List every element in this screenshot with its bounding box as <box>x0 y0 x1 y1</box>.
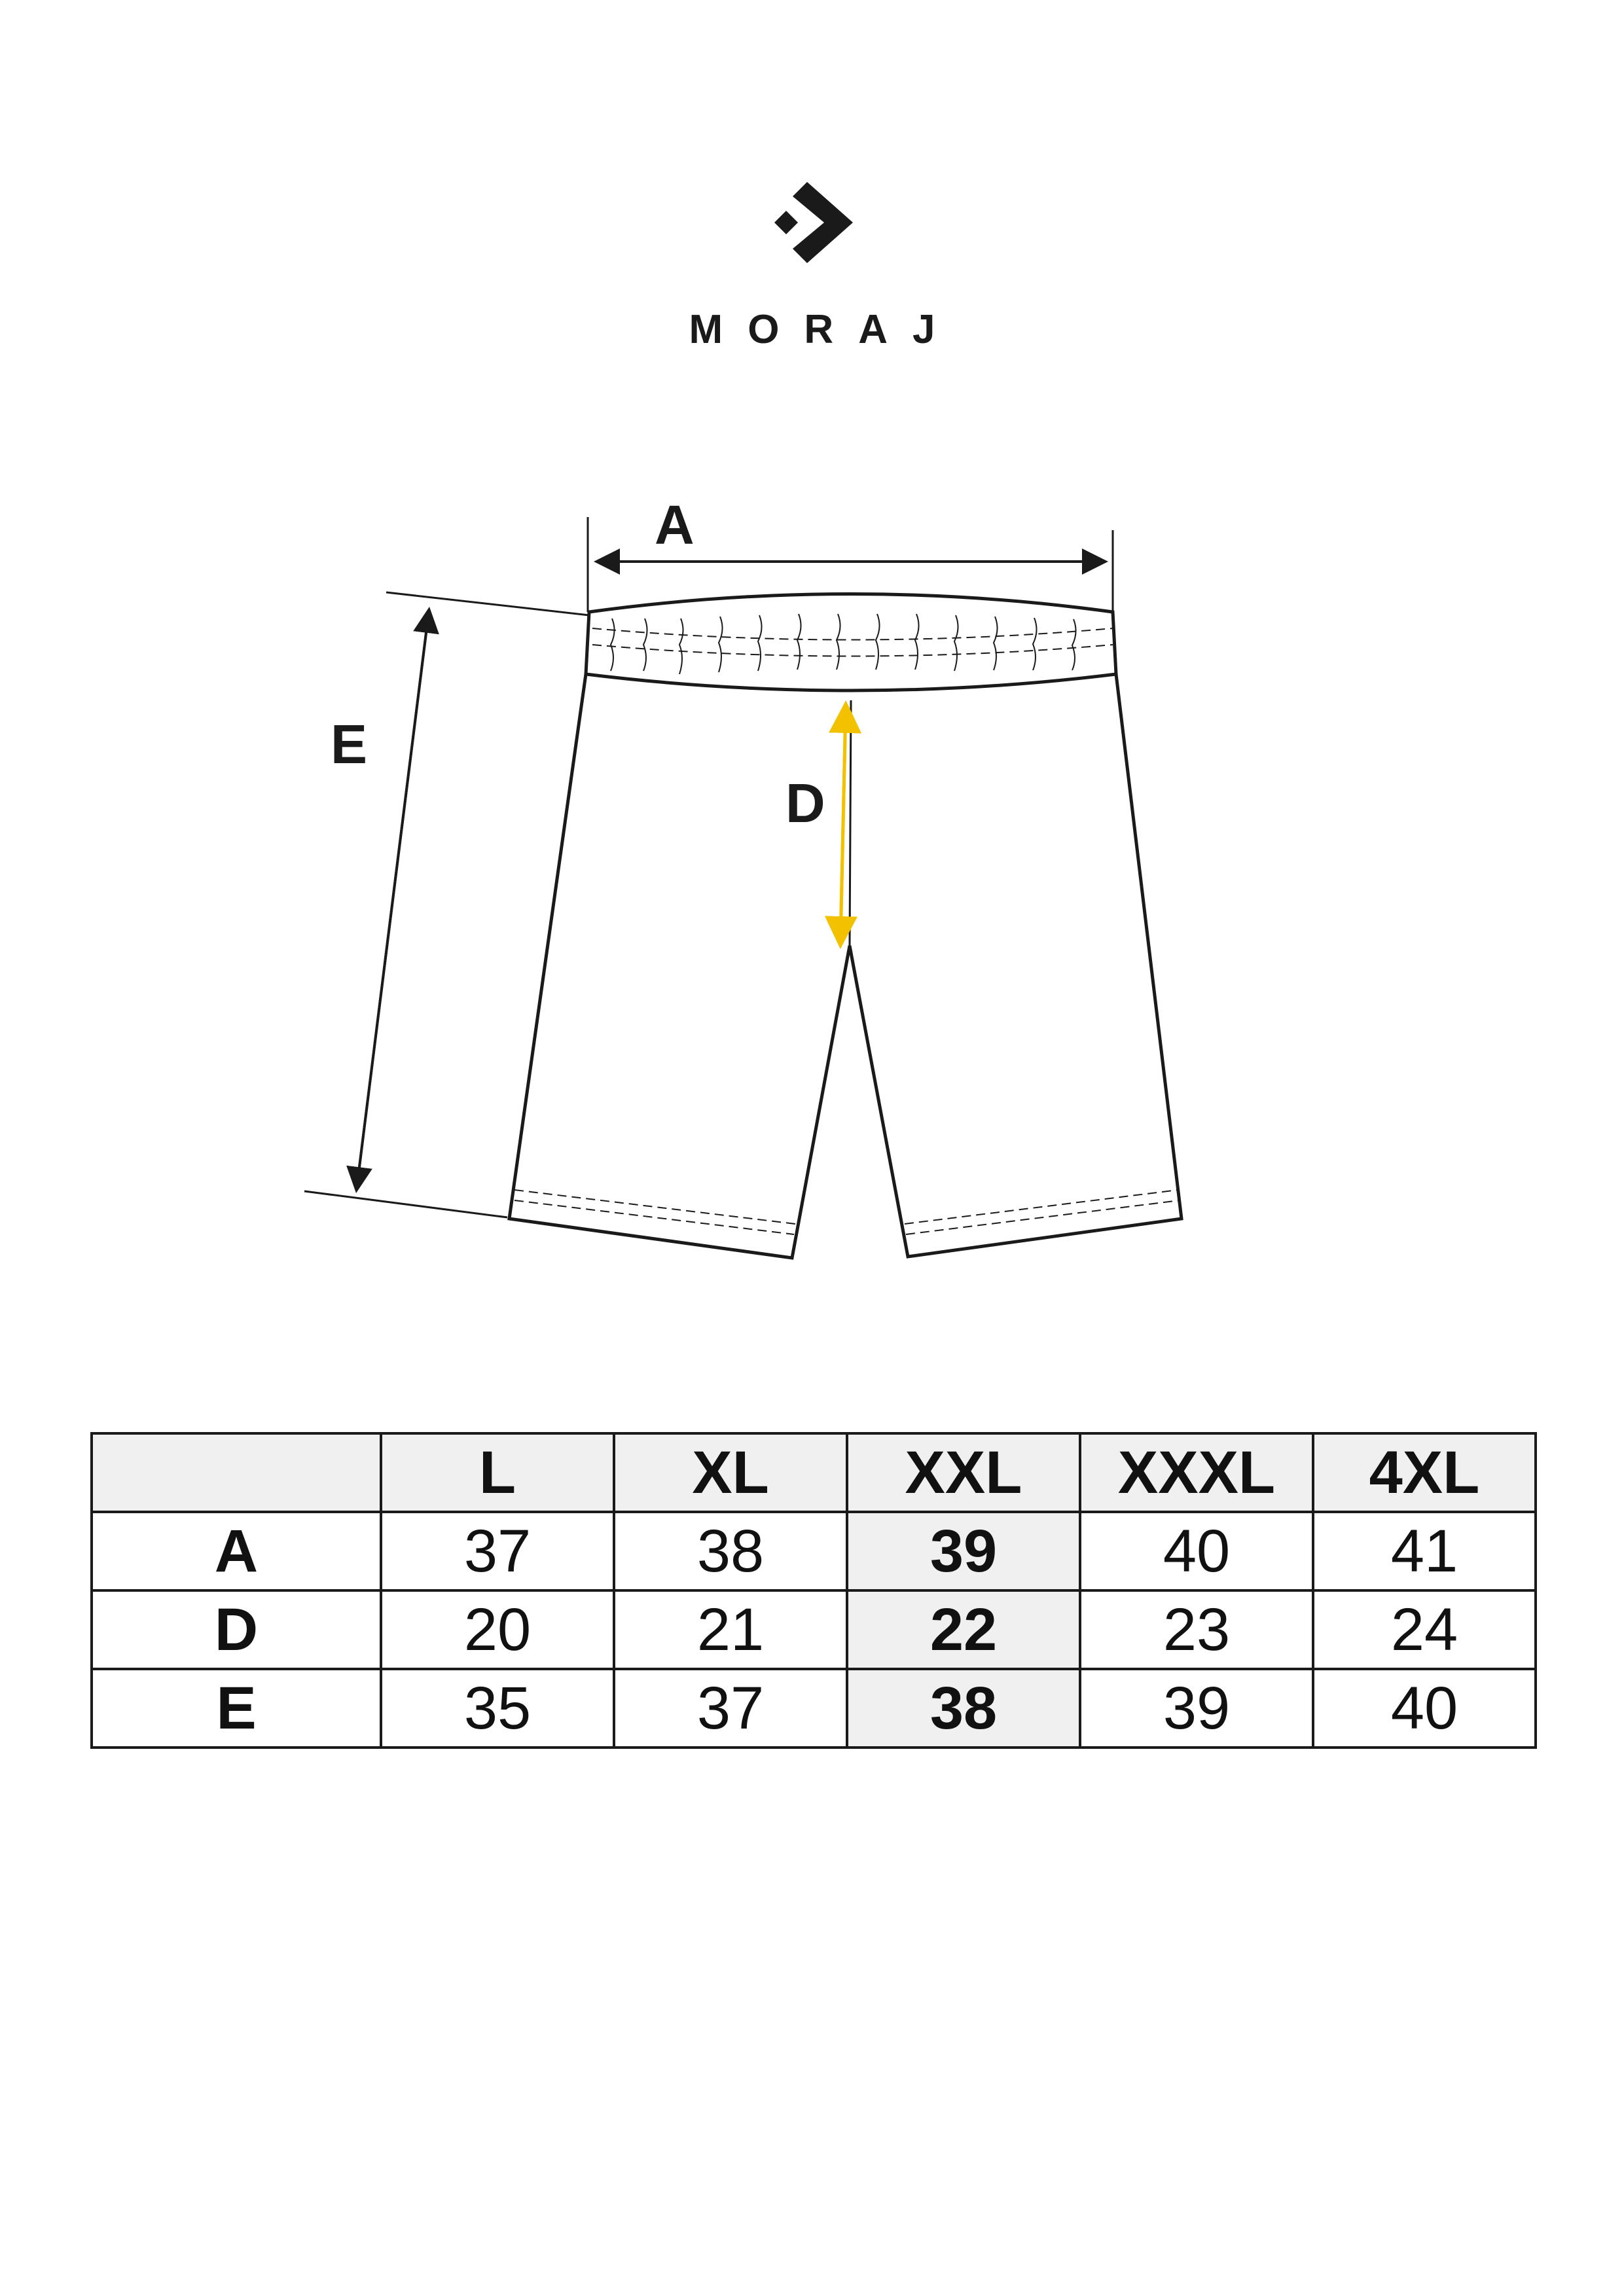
dimension-d <box>840 707 846 942</box>
value-cell: 37 <box>381 1512 614 1590</box>
value-cell: 40 <box>1080 1512 1313 1590</box>
value-cell: 35 <box>381 1669 614 1748</box>
value-cell: 24 <box>1313 1590 1536 1669</box>
value-cell: 37 <box>614 1669 847 1748</box>
dimension-e-label: E <box>331 713 368 775</box>
dimension-d-label: D <box>785 772 825 834</box>
shorts-outline <box>509 594 1182 1259</box>
size-header-cell: 4XL <box>1313 1433 1536 1512</box>
table-row <box>92 1590 1536 1669</box>
value-cell: 41 <box>1313 1512 1536 1590</box>
value-cell: 40 <box>1313 1669 1536 1748</box>
table-row <box>92 1512 1536 1590</box>
measure-label-cell: E <box>92 1669 381 1748</box>
value-cell: 20 <box>381 1590 614 1669</box>
table-row <box>92 1669 1536 1748</box>
value-cell: 39 <box>1080 1669 1313 1748</box>
corner-cell <box>92 1433 381 1512</box>
value-cell-highlighted: 38 <box>847 1669 1080 1748</box>
value-cell: 23 <box>1080 1590 1313 1669</box>
size-header-cell: XL <box>614 1433 847 1512</box>
measure-label-cell: A <box>92 1512 381 1590</box>
value-cell: 38 <box>614 1512 847 1590</box>
dimension-a-label: A <box>655 494 695 556</box>
measure-label-cell: D <box>92 1590 381 1669</box>
size-header-row <box>92 1433 1536 1512</box>
brand-name: MORAJ <box>689 307 960 352</box>
value-cell: 21 <box>614 1590 847 1669</box>
dimension-e <box>304 592 589 1217</box>
size-header-cell: XXXL <box>1080 1433 1313 1512</box>
value-cell-highlighted: 22 <box>847 1590 1080 1669</box>
size-header-cell: L <box>381 1433 614 1512</box>
value-cell-highlighted: 39 <box>847 1512 1080 1590</box>
size-header-cell: XXL <box>847 1433 1080 1512</box>
size-chart-table <box>90 1432 1537 1749</box>
